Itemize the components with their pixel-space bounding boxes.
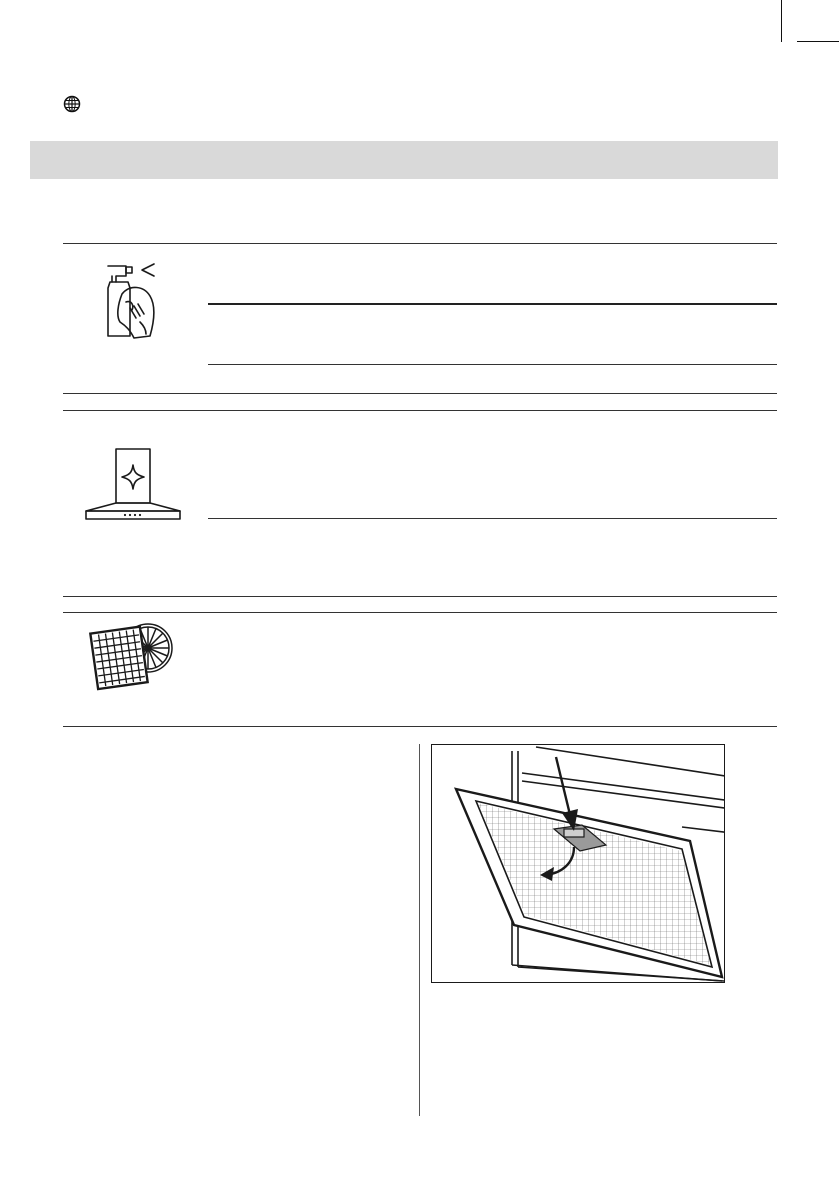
table-rule — [63, 393, 777, 394]
grease-filter-charcoal-filter-icon — [88, 620, 174, 690]
table-rule — [208, 303, 777, 305]
section-header-bar — [30, 141, 778, 179]
table-rule — [63, 726, 777, 727]
crop-mark-horizontal — [797, 41, 839, 42]
cooker-hood-clean-icon — [84, 447, 182, 521]
spray-bottle-cloth-icon — [100, 256, 162, 344]
table-rule — [63, 410, 777, 411]
crop-mark-vertical — [781, 0, 782, 42]
table-rule — [63, 612, 777, 613]
table-rule — [208, 518, 777, 519]
table-rule — [63, 243, 777, 244]
column-divider — [419, 744, 420, 1116]
globe-icon — [63, 95, 81, 113]
table-rule — [208, 364, 777, 365]
table-rule — [63, 596, 777, 597]
grease-filter-removal-illustration — [431, 744, 725, 983]
